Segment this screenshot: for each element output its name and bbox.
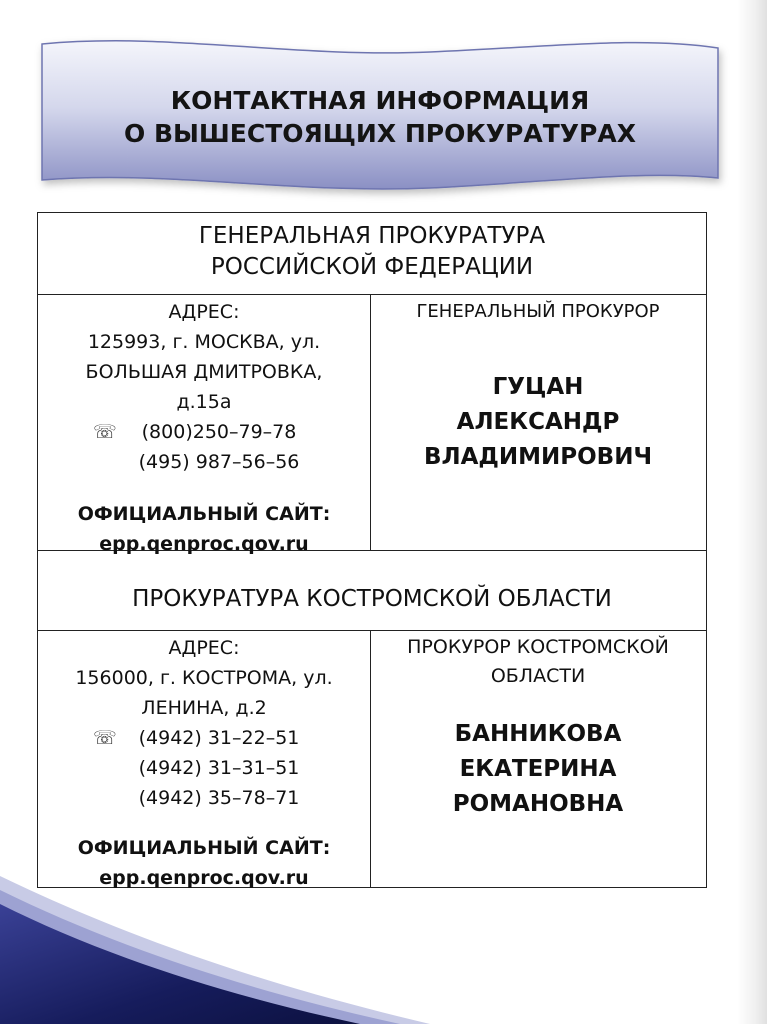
phone-line <box>38 447 370 477</box>
title-banner <box>30 30 730 205</box>
address-line: БОЛЬШАЯ ДМИТРОВКА, <box>85 361 323 383</box>
phone-number: (4942) 35–78–71 <box>138 787 300 809</box>
phone-number: (495) 987–56–56 <box>138 451 300 473</box>
site-link[interactable]: epp.qenproc.qov.ru <box>99 867 309 889</box>
general-prosecutor-details <box>38 295 706 555</box>
address-line: д.15а <box>176 391 232 413</box>
official-name-line: РОМАНОВНА <box>452 791 624 817</box>
address-label: АДРЕС: <box>168 637 240 659</box>
phone-number: (4942) 31–22–51 <box>138 727 300 749</box>
official-name-line: АЛЕКСАНДР <box>456 409 620 435</box>
telephone-icon: ☏ <box>93 727 117 749</box>
official-name-line: ВЛАДИМИРОВИЧ <box>423 444 653 470</box>
official-role-line: ОБЛАСТИ <box>490 665 586 687</box>
site-label: ОФИЦИАЛЬНЫЙ САЙТ: <box>77 837 331 859</box>
contact-table <box>37 212 707 888</box>
phone-line <box>38 417 370 447</box>
phone-line <box>38 723 370 753</box>
site-label: ОФИЦИАЛЬНЫЙ САЙТ: <box>77 503 331 525</box>
official-name-line: ЕКАТЕРИНА <box>459 756 617 782</box>
official-role-line: ПРОКУРОР КОСТРОМСКОЙ <box>407 636 669 658</box>
decorative-corner-swoosh <box>0 864 430 1024</box>
address-label: АДРЕС: <box>168 301 240 323</box>
telephone-icon: ☏ <box>93 421 117 443</box>
phone-number: (800)250–79–78 <box>141 421 297 443</box>
official-name-line: БАННИКОВА <box>454 721 622 747</box>
address-line: 125993, г. МОСКВА, ул. <box>87 331 321 353</box>
regional-prosecutor-details <box>38 631 706 887</box>
slide-edge-shadow <box>737 0 767 1024</box>
regional-heading: ПРОКУРАТУРА КОСТРОМСКОЙ ОБЛАСТИ <box>132 586 612 612</box>
general-heading-line-2: РОССИЙСКОЙ ФЕДЕРАЦИИ <box>210 254 534 280</box>
regional-prosecutor-heading <box>38 551 706 631</box>
regional-official-cell <box>371 631 705 887</box>
phone-number: (4942) 31–31–51 <box>138 757 300 779</box>
general-official-cell <box>371 295 705 550</box>
title-line-2: О ВЫШЕСТОЯЩИХ ПРОКУРАТУРАХ <box>124 119 636 148</box>
official-role: ГЕНЕРАЛЬНЫЙ ПРОКУРОР <box>416 301 660 322</box>
title-line-1: КОНТАКТНАЯ ИНФОРМАЦИЯ <box>170 86 590 115</box>
general-prosecutor-heading <box>38 213 706 295</box>
general-heading-line-1: ГЕНЕРАЛЬНАЯ ПРОКУРАТУРА <box>198 223 546 249</box>
address-line: ЛЕНИНА, д.2 <box>141 697 267 719</box>
page-title <box>30 84 730 150</box>
site-link[interactable]: epp.qenproc.qov.ru <box>99 533 309 555</box>
phone-line <box>38 753 370 783</box>
official-name-line: ГУЦАН <box>492 374 584 400</box>
regional-address-cell <box>38 631 371 887</box>
phone-line <box>38 783 370 813</box>
address-line: 156000, г. КОСТРОМА, ул. <box>75 667 333 689</box>
general-address-cell <box>38 295 371 555</box>
